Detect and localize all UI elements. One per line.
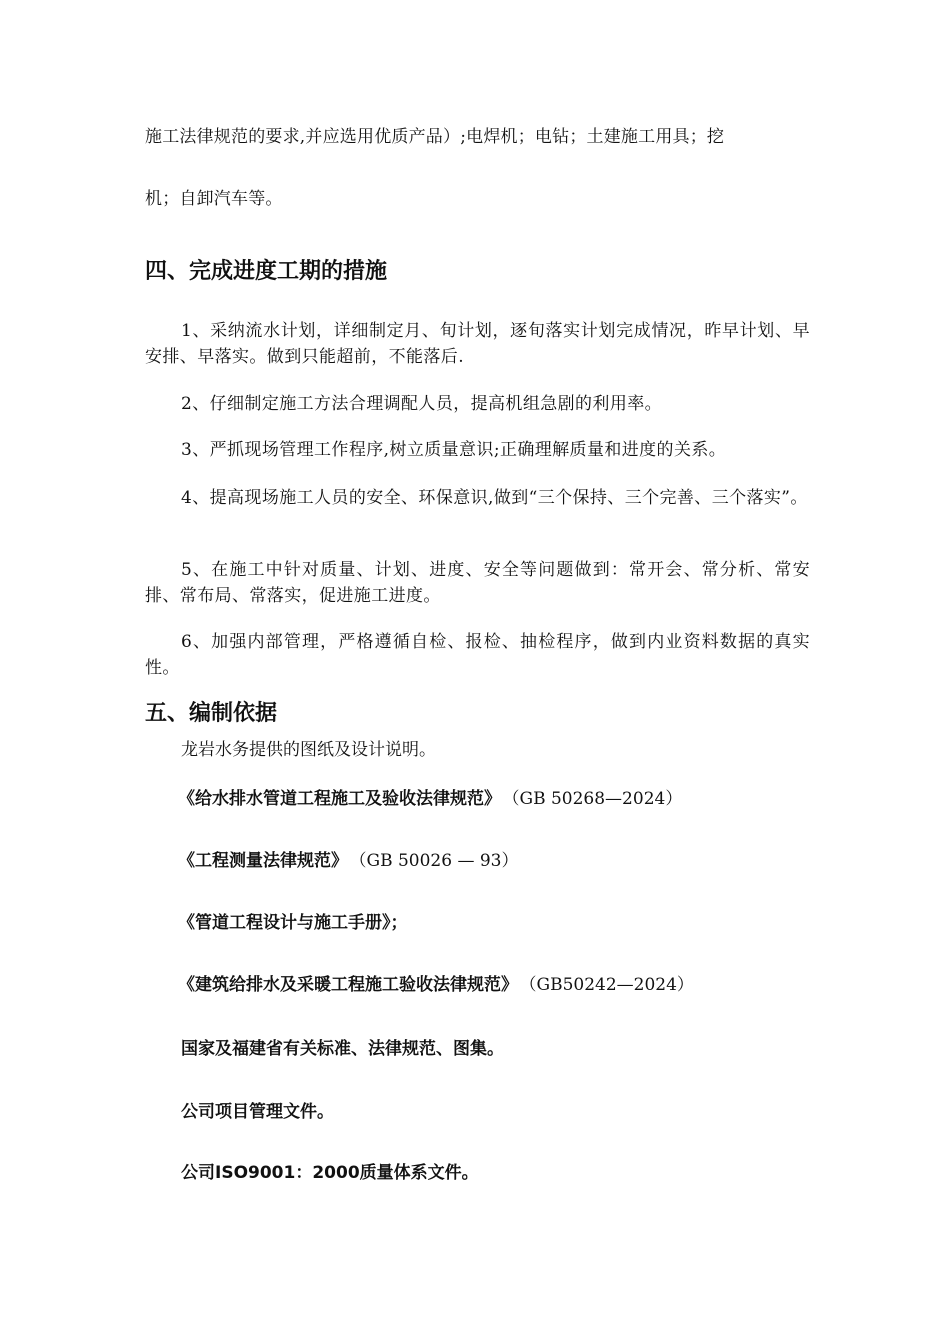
reference-item — [178, 972, 694, 998]
measure-item-2: 2、仔细制定施工方法合理调配人员，提高机组急剧的利用率。 — [181, 394, 663, 414]
reference-item — [178, 848, 519, 874]
reference-item — [178, 786, 682, 812]
reference-code: （GB 50026 — 93） — [358, 851, 519, 871]
basis-other-1: 国家及福建省有关标准、法律规范、图集。 — [181, 1039, 504, 1059]
reference-title: 《工程测量法律规范》 — [178, 851, 348, 871]
reference-item — [178, 910, 408, 936]
reference-code: （GB 50268—2024） — [511, 789, 683, 809]
reference-code: （GB50242—2024） — [528, 975, 694, 995]
basis-intro: 龙岩水务提供的图纸及设计说明。 — [181, 740, 436, 760]
section-4-heading: 四、完成进度工期的措施 — [145, 259, 388, 284]
reference-title: 《建筑给排水及采暖工程施工验收法律规范》 — [178, 975, 518, 995]
measure-item-6: 6、加强内部管理，严格遵循自检、报检、抽检程序，做到内业资料数据的真实性。 — [145, 632, 810, 678]
section-5-heading: 五、编制依据 — [145, 701, 278, 726]
continuation-line-2: 机；自卸汽车等。 — [145, 189, 283, 209]
basis-other-2: 公司项目管理文件。 — [181, 1102, 334, 1122]
measure-item-1: 1、采纳流水计划，详细制定月、旬计划，逐旬落实计划完成情况，昨早计划、早安排、早落实。做到只能超前，不能落后. — [145, 321, 810, 367]
reference-title: 《管道工程设计与施工手册》； — [178, 913, 408, 933]
continuation-line-1: 施工法律规范的要求,并应选用优质产品）;电焊机；电钻；土建施工用具；挖 — [145, 127, 725, 147]
basis-other-3: 公司ISO9001：2000质量体系文件。 — [181, 1163, 479, 1183]
measure-item-5: 5、在施工中针对质量、计划、进度、安全等问题做到：常开会、常分析、常安排、常布局、常落实，促进施工进度。 — [145, 560, 810, 606]
measure-item-4: 4、提高现场施工人员的安全、环保意识,做到“三个保持、三个完善、三个落实”。 — [181, 488, 808, 508]
reference-title: 《给水排水管道工程施工及验收法律规范》 — [178, 789, 501, 809]
measure-item-3: 3、严抓现场管理工作程序,树立质量意识;正确理解质量和进度的关系。 — [181, 440, 727, 460]
